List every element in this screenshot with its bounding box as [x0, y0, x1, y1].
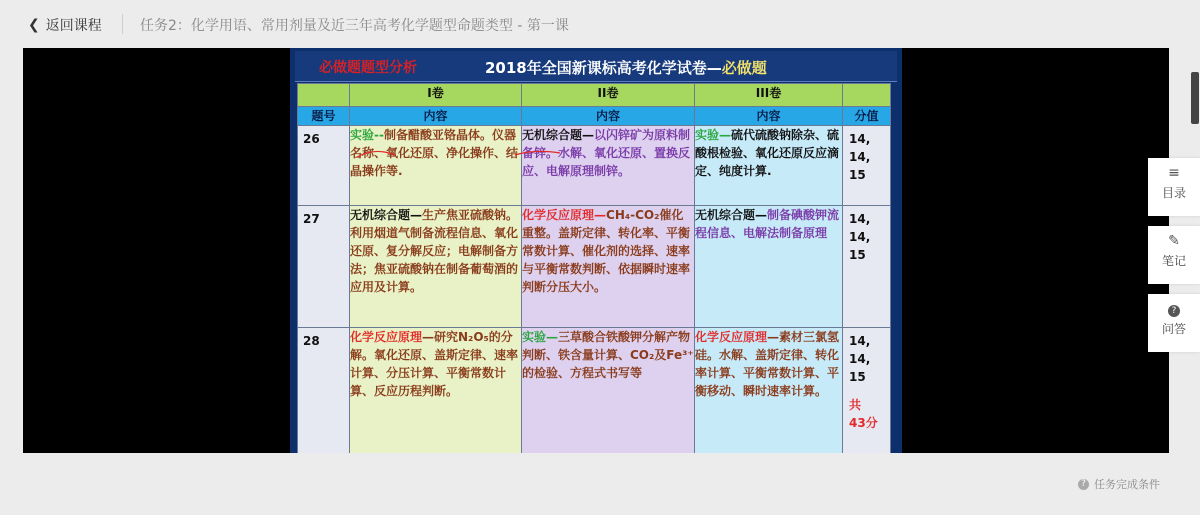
header-divider: [122, 14, 123, 34]
top-bar: [0, 0, 1200, 48]
vol2-cell: 化学反应原理—CH₄-CO₂催化重整。盖斯定律、转化率、平衡常数计算、催化剂的选择、速率与平衡常数判断、依据瞬时速率判断分压大小。: [522, 206, 695, 328]
lecture-slide: [290, 48, 902, 453]
vol3-cell: 化学反应原理—素材三氯氢硅。水解、盖斯定律、转化率计算、平衡常数计算、平衡移动、瞬时速率计算。: [695, 328, 843, 454]
score-cell: 14, 14, 15: [843, 206, 891, 328]
question-icon: ?: [1148, 294, 1200, 320]
tab-notes[interactable]: ✎ 笔记: [1148, 226, 1200, 284]
back-label: 返回课程: [45, 18, 102, 34]
chevron-left-icon: ❮: [28, 17, 40, 33]
score-cell: 14, 14, 15 共 43分: [843, 328, 891, 454]
question-icon: ?: [1078, 479, 1089, 490]
header-cell: [843, 84, 891, 107]
table-subheader-row: [298, 107, 891, 126]
table-row: [298, 328, 891, 454]
vol3-cell: 无机综合题—制备碘酸钾流程信息、电解法制备原理: [695, 206, 843, 328]
video-player[interactable]: [23, 48, 1169, 453]
header-cell: II卷: [522, 84, 695, 107]
table-header-row: [298, 84, 891, 107]
question-number: 27: [298, 206, 350, 328]
vol2-cell: 无机综合题—以闪锌矿为原料制备锌。水解、氧化还原、置换反应、电解原理制锌。: [522, 126, 695, 206]
vol1-cell: 无机综合题—生产焦亚硫酸钠。利用烟道气制备流程信息、氧化还原、复分解反应；电解制备方法；焦亚硫酸钠在制备葡萄酒的应用及计算。: [350, 206, 522, 328]
tab-qa[interactable]: ? 问答: [1148, 294, 1200, 352]
question-number: 26: [298, 126, 350, 206]
subheader-cell: 内容: [695, 107, 843, 126]
question-number: 28: [298, 328, 350, 454]
side-tabs: [1148, 158, 1200, 362]
header-cell: I卷: [350, 84, 522, 107]
vol1-cell: 化学反应原理—研究N₂O₅的分解。氧化还原、盖斯定律、速率计算、分压计算、平衡常数计算、反应历程判断。: [350, 328, 522, 454]
table-row: [298, 206, 891, 328]
vol2-cell: 实验—三草酸合铁酸钾分解产物判断、铁含量计算、CO₂及Fe³⁺的检验、方程式书写等: [522, 328, 695, 454]
exam-table: [297, 83, 891, 453]
vol3-cell: 实验—硫代硫酸钠除杂、硫酸根检验、氧化还原反应滴定、纯度计算.: [695, 126, 843, 206]
header-cell: III卷: [695, 84, 843, 107]
list-icon: ≡: [1168, 165, 1180, 181]
subheader-cell: 题号: [298, 107, 350, 126]
task-title: 任务2：化学用语、常用剂量及近三年高考化学题型命题类型 - 第一课: [140, 18, 569, 34]
score-cell: 14, 14, 15: [843, 126, 891, 206]
table-row: [298, 126, 891, 206]
back-to-course-button[interactable]: [28, 15, 102, 35]
task-completion-conditions-link[interactable]: [1078, 476, 1160, 492]
scrollbar-thumb[interactable]: [1191, 72, 1199, 124]
tab-catalog[interactable]: ≡ 目录: [1148, 158, 1200, 216]
pencil-icon: ✎: [1168, 233, 1180, 249]
subheader-cell: 内容: [522, 107, 695, 126]
vol1-cell: 实验--制备醋酸亚铬晶体。仪器名称、氧化还原、净化操作、结晶操作等.: [350, 126, 522, 206]
subheader-cell: 内容: [350, 107, 522, 126]
slide-title-left: 必做题题型分析: [319, 60, 417, 76]
slide-title-main: 2018年全国新课标高考化学试卷—必做题: [485, 59, 767, 77]
header-cell: [298, 84, 350, 107]
slide-title-row: [295, 51, 897, 82]
subheader-cell: 分值: [843, 107, 891, 126]
condition-label: 任务完成条件: [1094, 478, 1160, 491]
